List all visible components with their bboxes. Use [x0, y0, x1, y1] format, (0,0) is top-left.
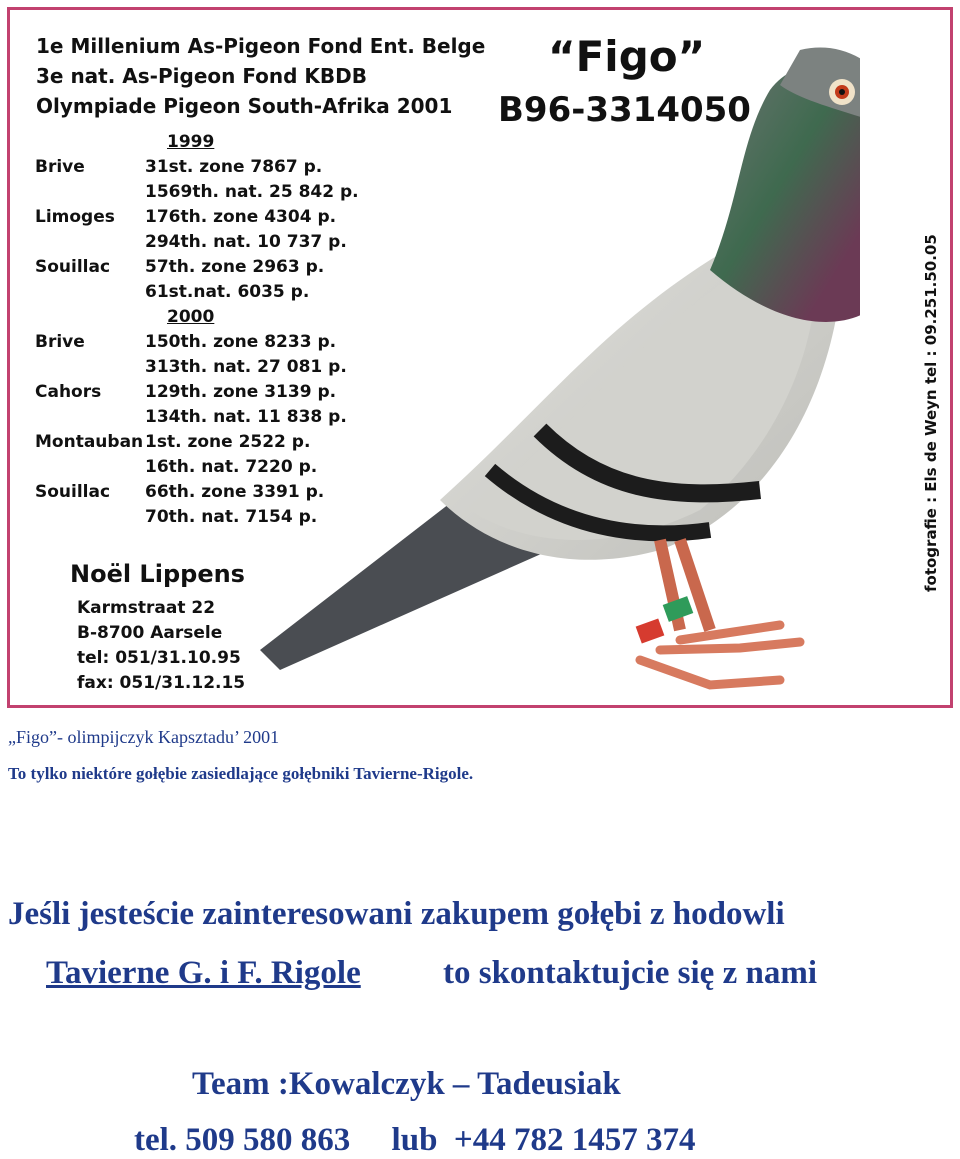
pigeon-poster: 1e Millenium As-Pigeon Fond Ent. Belge 3e nat. As-Pigeon Fond KBDB Olympiade Pigeon South-Afrika 2001 “Figo” B96-3314050 1999 Brive 31st. zone 7867 p. 1569th. nat. 25 842 p. Limoges 176th. zone 4304 p. 294th. nat. 10 737 p. Souillac 57th. zone 2963 p. 61st.nat. 6035 p. 2000 Brive 150th. zone 8233 p. 313th. nat. 27 081 p. Cahors 129th. zone 3139 p. 134th. nat. 11 838 p. Montauban 1st. zone 2522 p. 16th. nat. 7220 p. Souillac 66th. zone 3391 p. 70th. nat. 7154 p. Noël Lippens Karmstraat 22 B-8700 Aarsele tel: 051/31.10.95 fax: 051/31.12.15 fotografie : Els de Weyn tel : 09.251.50.05 [7, 7, 953, 708]
breeder-name: Tavierne G. i F. Rigole [46, 955, 361, 991]
owner-name: Noël Lippens [70, 560, 245, 588]
owner-street: Karmstraat 22 [77, 598, 216, 618]
photo-credit: fotografie : Els de Weyn tel : 09.251.50.05 [922, 234, 940, 592]
contact-phones: tel. 509 580 863 lub +44 782 1457 374 [134, 1122, 696, 1158]
owner-city: B-8700 Aarsele [77, 623, 223, 643]
header-line-3: Olympiade Pigeon South-Afrika 2001 [36, 94, 453, 118]
ring-number: B96-3314050 [498, 90, 751, 130]
year-2000: 2000 [167, 307, 215, 327]
pigeon-photo [240, 30, 860, 690]
contact-intro: Jeśli jesteście zainteresowani zakupem gołębi z hodowli [8, 896, 785, 932]
contact-request: to skontaktujcie się z nami [443, 955, 817, 991]
header-line-1: 1e Millenium As-Pigeon Fond Ent. Belge [36, 34, 486, 58]
pigeon-name: “Figo” [548, 32, 706, 81]
caption-title: „Figo”- olimpijczyk Kapsztadu’ 2001 [8, 727, 280, 747]
owner-fax: fax: 051/31.12.15 [77, 673, 246, 693]
caption-text: To tylko niektóre gołębie zasiedlające gołębniki Tavierne-Rigole. [8, 764, 474, 783]
owner-tel: tel: 051/31.10.95 [77, 648, 241, 668]
team-name: Team :Kowalczyk – Tadeusiak [192, 1066, 621, 1102]
year-1999: 1999 [167, 132, 215, 152]
header-line-2: 3e nat. As-Pigeon Fond KBDB [36, 64, 368, 88]
